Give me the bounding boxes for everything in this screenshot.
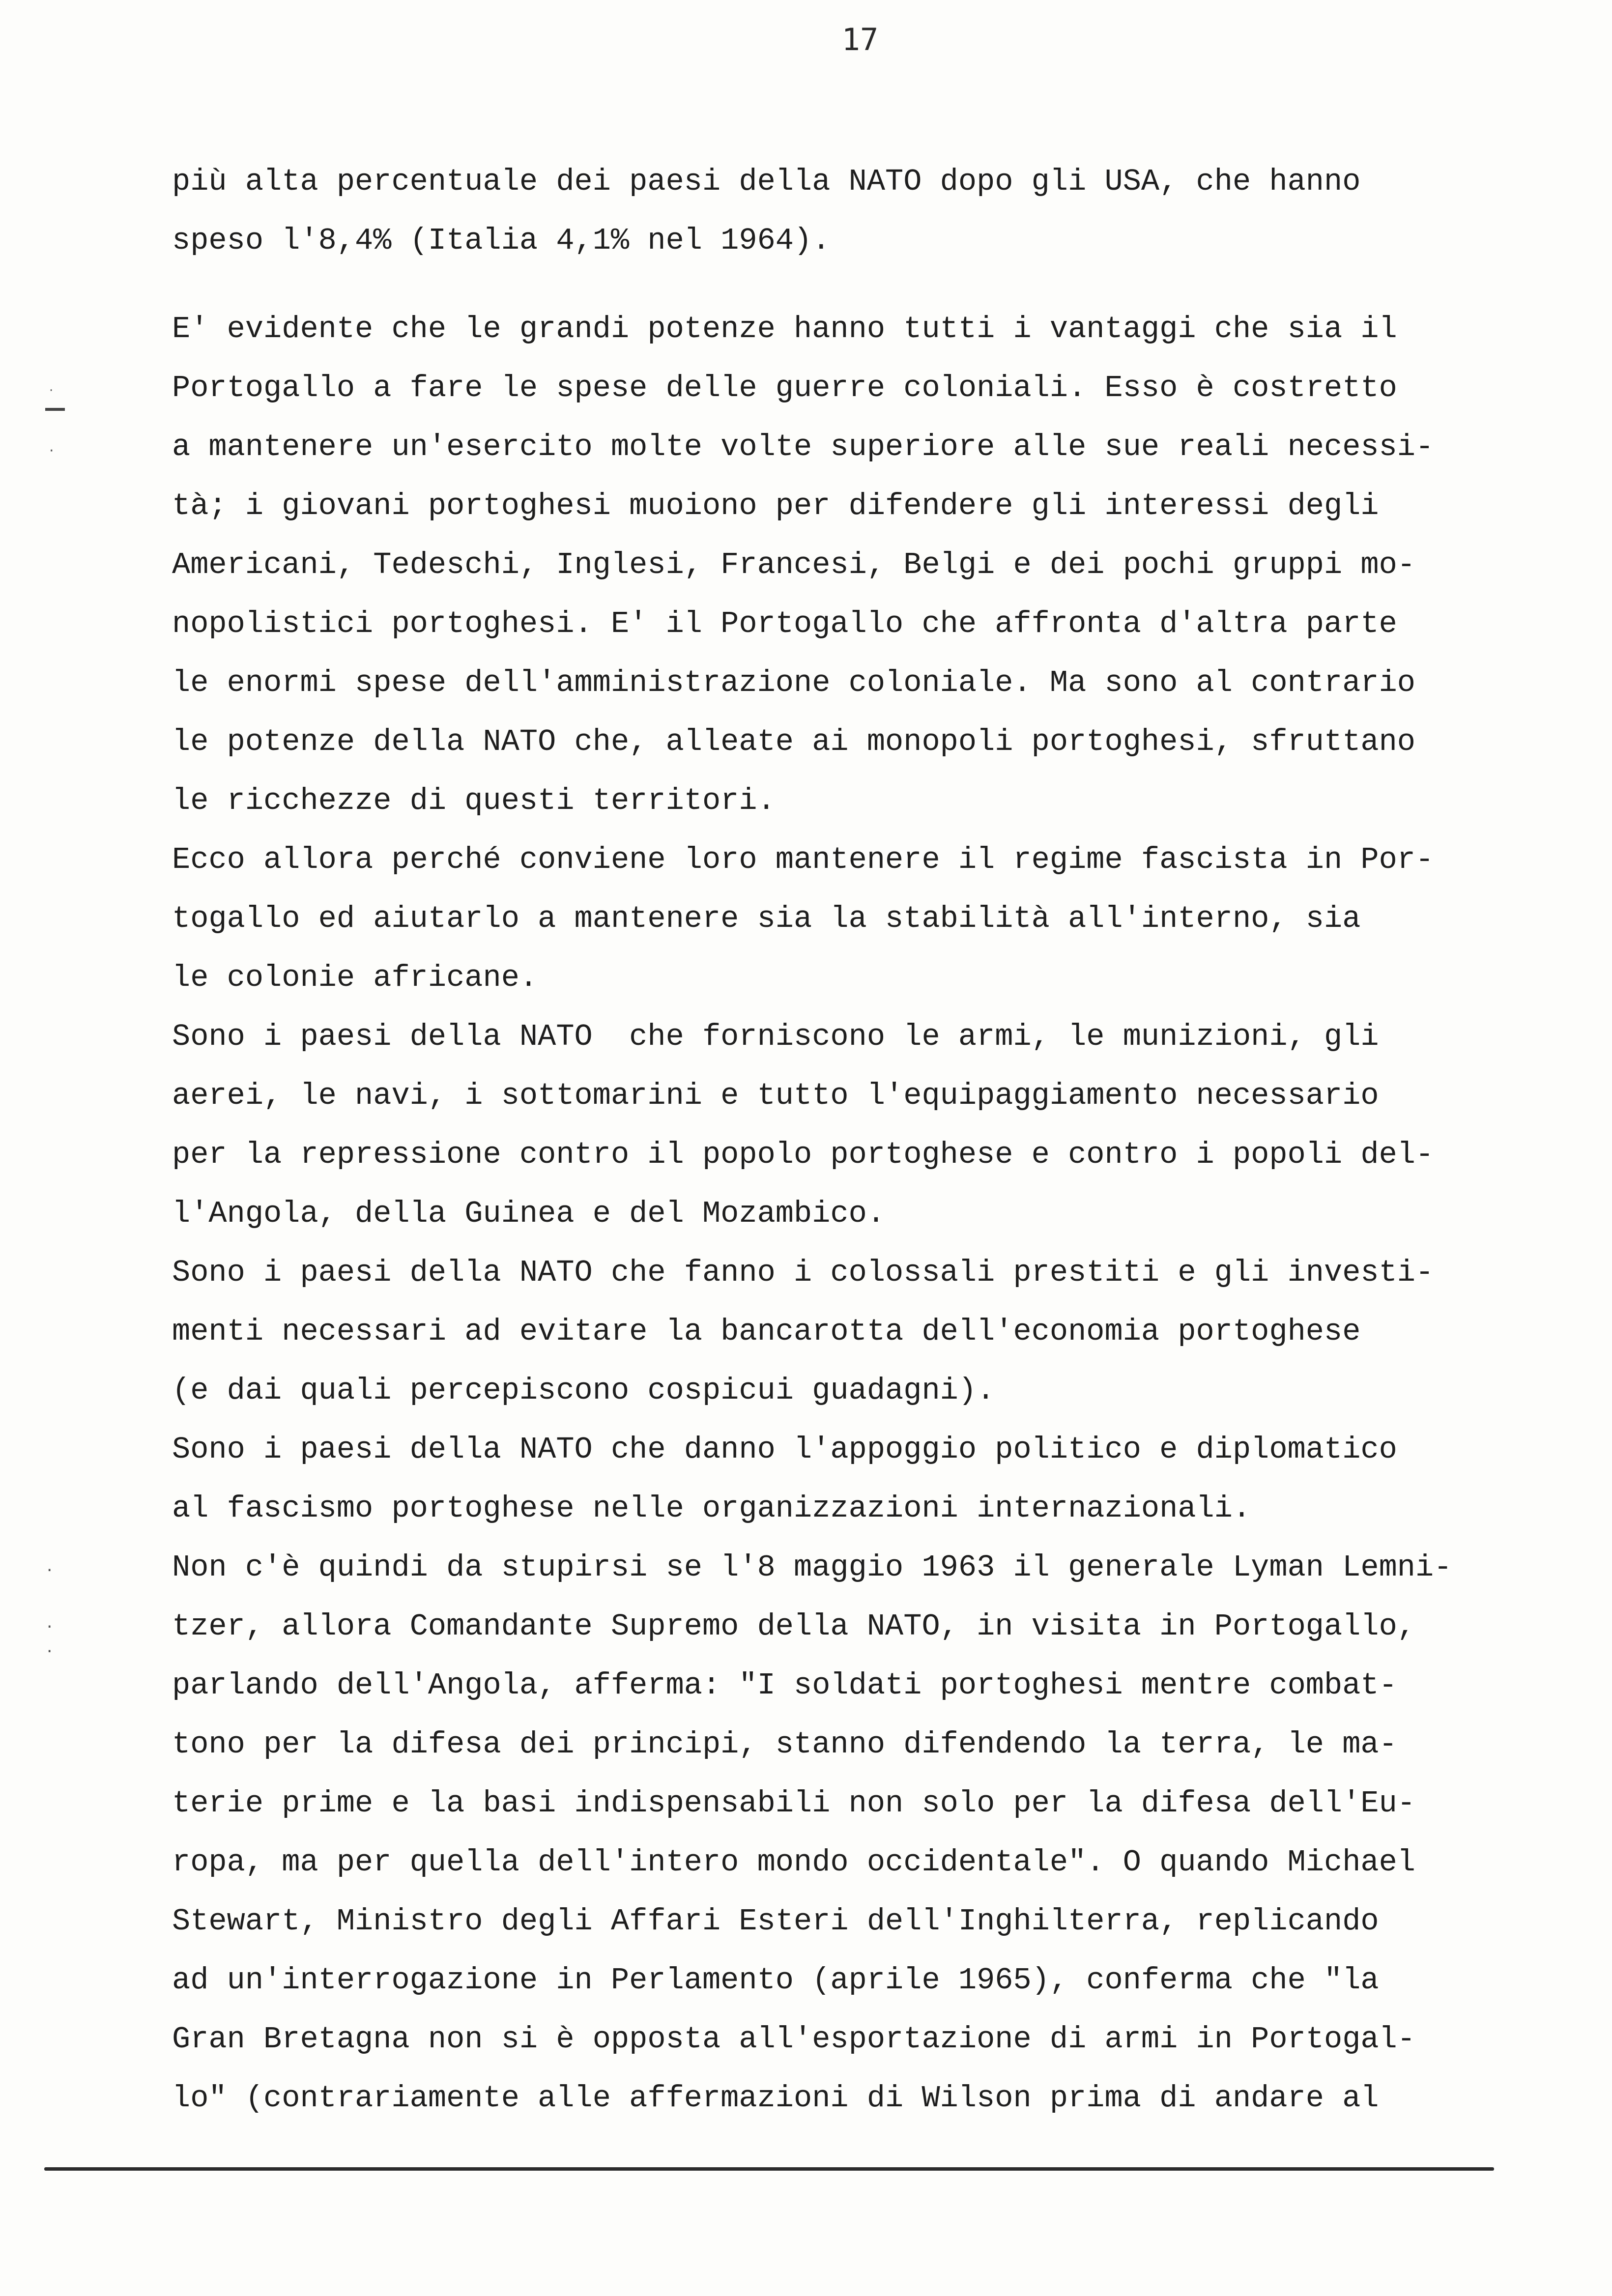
bottom-rule xyxy=(44,2167,1494,2171)
text-line: E' evidente che le grandi potenze hanno tutti i vantaggi che sia il xyxy=(172,312,1397,346)
text-line: lo" (contrariamente alle affermazioni di Wilson prima di andare al xyxy=(172,2081,1379,2116)
margin-dash-mark xyxy=(45,408,65,411)
text-line: tzer, allora Comandante Supremo della NATO, in visita in Portogallo, xyxy=(172,1609,1416,1644)
text-line: Ecco allora perché conviene loro mantenere il regime fascista in Por- xyxy=(172,842,1434,877)
margin-dot-mark: · xyxy=(47,1617,53,1637)
text-line: tono per la difesa dei principi, stanno difendendo la terra, le ma- xyxy=(172,1727,1397,1762)
page-number: 17 xyxy=(841,22,879,57)
text-line: più alta percentuale dei paesi della NATO dopo gli USA, che hanno xyxy=(172,164,1361,199)
text-line: menti necessari ad evitare la bancarotta dell'economia portoghese xyxy=(172,1314,1361,1349)
text-line: Non c'è quindi da stupirsi se l'8 maggio 1963 il generale Lyman Lemni- xyxy=(172,1550,1452,1585)
text-line: ropa, ma per quella dell'intero mondo occidentale". O quando Michael xyxy=(172,1845,1416,1880)
typewritten-body xyxy=(172,152,1548,2128)
text-line: Portogallo a fare le spese delle guerre coloniali. Esso è costretto xyxy=(172,371,1397,405)
text-line: per la repressione contro il popolo portoghese e contro i popoli del- xyxy=(172,1137,1434,1172)
text-line: Sono i paesi della NATO che danno l'appoggio politico e diplomatico xyxy=(172,1432,1397,1467)
margin-dot-mark: · xyxy=(49,442,54,459)
text-line: Sono i paesi della NATO che fanno i colossali prestiti e gli investi- xyxy=(172,1255,1434,1290)
text-line: aerei, le navi, i sottomarini e tutto l'equipaggiamento necessario xyxy=(172,1078,1379,1113)
text-line: Stewart, Ministro degli Affari Esteri dell'Inghilterra, replicando xyxy=(172,1904,1379,1939)
margin-dot-mark: · xyxy=(47,1560,53,1580)
text-line: ad un'interrogazione in Perlamento (aprile 1965), conferma che "la xyxy=(172,1963,1379,1998)
text-line: Sono i paesi della NATO che forniscono le armi, le munizioni, gli xyxy=(172,1019,1379,1054)
margin-dot-mark: · xyxy=(49,383,54,398)
text-line: togallo ed aiutarlo a mantenere sia la stabilità all'interno, sia xyxy=(172,901,1361,936)
text-line: le potenze della NATO che, alleate ai monopoli portoghesi, sfruttano xyxy=(172,724,1416,759)
text-line: a mantenere un'esercito molte volte superiore alle sue reali necessi- xyxy=(172,430,1434,464)
text-line: speso l'8,4% (Italia 4,1% nel 1964). xyxy=(172,223,831,258)
text-line: l'Angola, della Guinea e del Mozambico. xyxy=(172,1196,886,1231)
text-line: parlando dell'Angola, afferma: "I soldati portoghesi mentre combat- xyxy=(172,1668,1397,1703)
paragraph-gap xyxy=(172,270,1548,300)
text-line: Gran Bretagna non si è opposta all'esportazione di armi in Portogal- xyxy=(172,2022,1416,2057)
text-line: terie prime e la basi indispensabili non solo per la difesa dell'Eu- xyxy=(172,1786,1416,1821)
text-line: tà; i giovani portoghesi muoiono per difendere gli interessi degli xyxy=(172,488,1379,523)
text-line: le enormi spese dell'amministrazione coloniale. Ma sono al contrario xyxy=(172,665,1416,700)
text-line: nopolistici portoghesi. E' il Portogallo che affronta d'altra parte xyxy=(172,606,1397,641)
text-line: (e dai quali percepiscono cospicui guadagni). xyxy=(172,1373,995,1408)
text-line: al fascismo portoghese nelle organizzazioni internazionali. xyxy=(172,1491,1251,1526)
margin-dot-mark: · xyxy=(47,1641,53,1662)
text-line: Americani, Tedeschi, Inglesi, Francesi, Belgi e dei pochi gruppi mo- xyxy=(172,547,1416,582)
text-line: le ricchezze di questi territori. xyxy=(172,783,776,818)
text-line: le colonie africane. xyxy=(172,960,538,995)
